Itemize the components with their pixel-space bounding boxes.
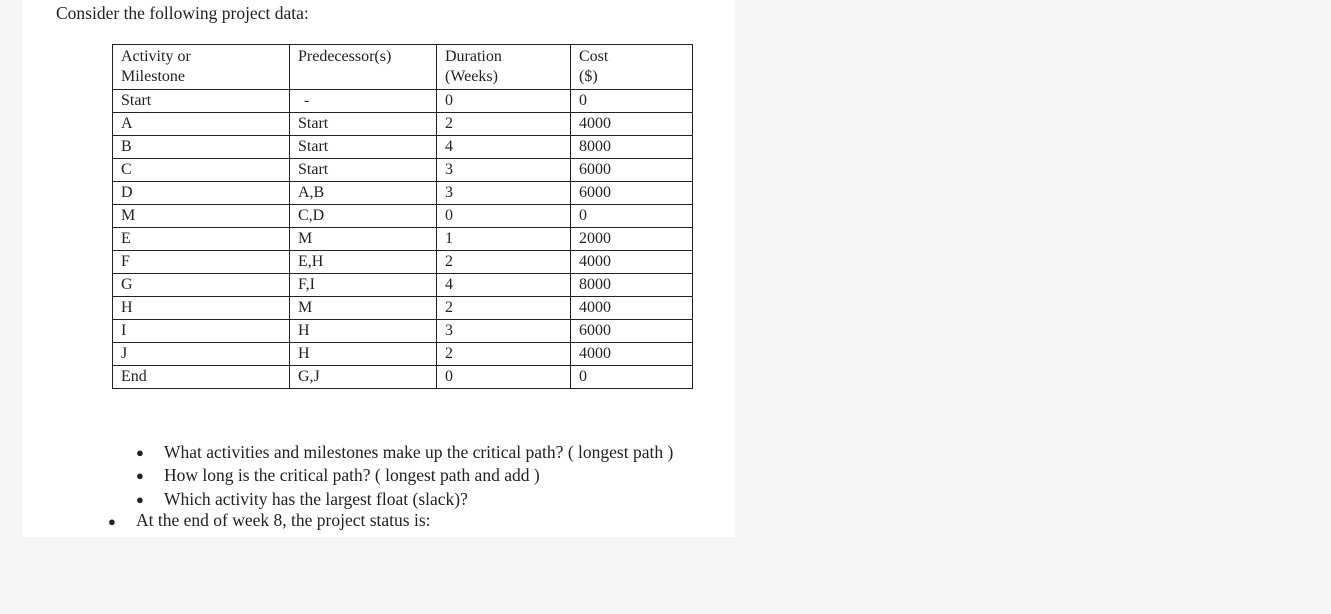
- table-row: [113, 136, 693, 159]
- project-data-table: [112, 44, 693, 389]
- cell-duration: 0: [437, 90, 571, 113]
- question-item: ● Which activity has the largest float (slack)?: [136, 488, 673, 511]
- table-row: [113, 113, 693, 136]
- cell-activity: D: [113, 182, 290, 205]
- header-cost: [571, 45, 693, 90]
- cell-duration: 2: [437, 113, 571, 136]
- table-body: [113, 90, 693, 389]
- cell-activity: G: [113, 274, 290, 297]
- cell-cost: 6000: [571, 159, 693, 182]
- cell-predecessor: Start: [290, 136, 437, 159]
- header-duration: [437, 45, 571, 90]
- cell-predecessor: E,H: [290, 251, 437, 274]
- cell-predecessor: F,I: [290, 274, 437, 297]
- cell-cost: 0: [571, 205, 693, 228]
- cell-activity: Start: [113, 90, 290, 113]
- cell-cost: 0: [571, 366, 693, 389]
- cell-activity: End: [113, 366, 290, 389]
- cell-predecessor: C,D: [290, 205, 437, 228]
- table-header-row: [113, 45, 693, 90]
- header-cost-line1: Cost: [579, 48, 609, 65]
- cell-cost: 8000: [571, 274, 693, 297]
- header-predecessor-label: Predecessor(s): [298, 48, 392, 65]
- cell-predecessor: G,J: [290, 366, 437, 389]
- cell-predecessor: H: [290, 343, 437, 366]
- cell-activity: M: [113, 205, 290, 228]
- cell-predecessor: M: [290, 228, 437, 251]
- cell-cost: 2000: [571, 228, 693, 251]
- table-row: [113, 297, 693, 320]
- table-row: [113, 274, 693, 297]
- cell-cost: 4000: [571, 343, 693, 366]
- cell-duration: 2: [437, 343, 571, 366]
- cell-activity: J: [113, 343, 290, 366]
- table-row: [113, 228, 693, 251]
- cell-cost: 4000: [571, 251, 693, 274]
- cell-cost: 6000: [571, 320, 693, 343]
- cell-cost: 6000: [571, 182, 693, 205]
- questions-list: [136, 441, 673, 511]
- cell-activity: F: [113, 251, 290, 274]
- table-row: [113, 343, 693, 366]
- header-activity-line2: Milestone: [121, 68, 185, 85]
- table-row: [113, 90, 693, 113]
- cell-activity: A: [113, 113, 290, 136]
- status-bullet: [108, 510, 431, 532]
- cell-cost: 0: [571, 90, 693, 113]
- table-row: [113, 320, 693, 343]
- intro-text: Consider the following project data:: [56, 3, 309, 23]
- cell-activity: H: [113, 297, 290, 320]
- cell-predecessor: -: [290, 90, 437, 113]
- table-row: [113, 251, 693, 274]
- table-row: [113, 159, 693, 182]
- cell-duration: 0: [437, 366, 571, 389]
- cell-cost: 4000: [571, 113, 693, 136]
- cell-duration: 3: [437, 182, 571, 205]
- table-row: [113, 205, 693, 228]
- table-row: [113, 182, 693, 205]
- header-duration-line1: Duration: [445, 48, 502, 65]
- header-predecessor: [290, 45, 437, 90]
- table-row: [113, 366, 693, 389]
- cell-duration: 0: [437, 205, 571, 228]
- header-cost-line2: ($): [579, 68, 598, 85]
- question-item: ● What activities and milestones make up the critical path? ( longest path ): [136, 441, 673, 464]
- bullet-icon: ●: [108, 514, 116, 529]
- cell-duration: 4: [437, 274, 571, 297]
- header-activity-line1: Activity or: [121, 48, 191, 65]
- cell-duration: 2: [437, 251, 571, 274]
- cell-predecessor: M: [290, 297, 437, 320]
- cell-duration: 2: [437, 297, 571, 320]
- document-page: [22, 0, 735, 537]
- question-item: ● How long is the critical path? ( longest path and add ): [136, 464, 673, 487]
- cell-duration: 3: [437, 320, 571, 343]
- cell-cost: 4000: [571, 297, 693, 320]
- cell-activity: E: [113, 228, 290, 251]
- header-duration-line2: (Weeks): [445, 68, 498, 85]
- cell-duration: 4: [437, 136, 571, 159]
- cell-activity: B: [113, 136, 290, 159]
- cell-predecessor: Start: [290, 159, 437, 182]
- cell-duration: 3: [437, 159, 571, 182]
- cell-activity: C: [113, 159, 290, 182]
- status-line-text: At the end of week 8, the project status is:: [136, 510, 431, 530]
- cell-predecessor: A,B: [290, 182, 437, 205]
- header-activity: [113, 45, 290, 90]
- cell-predecessor: Start: [290, 113, 437, 136]
- cell-activity: I: [113, 320, 290, 343]
- cell-predecessor: H: [290, 320, 437, 343]
- cell-duration: 1: [437, 228, 571, 251]
- cell-cost: 8000: [571, 136, 693, 159]
